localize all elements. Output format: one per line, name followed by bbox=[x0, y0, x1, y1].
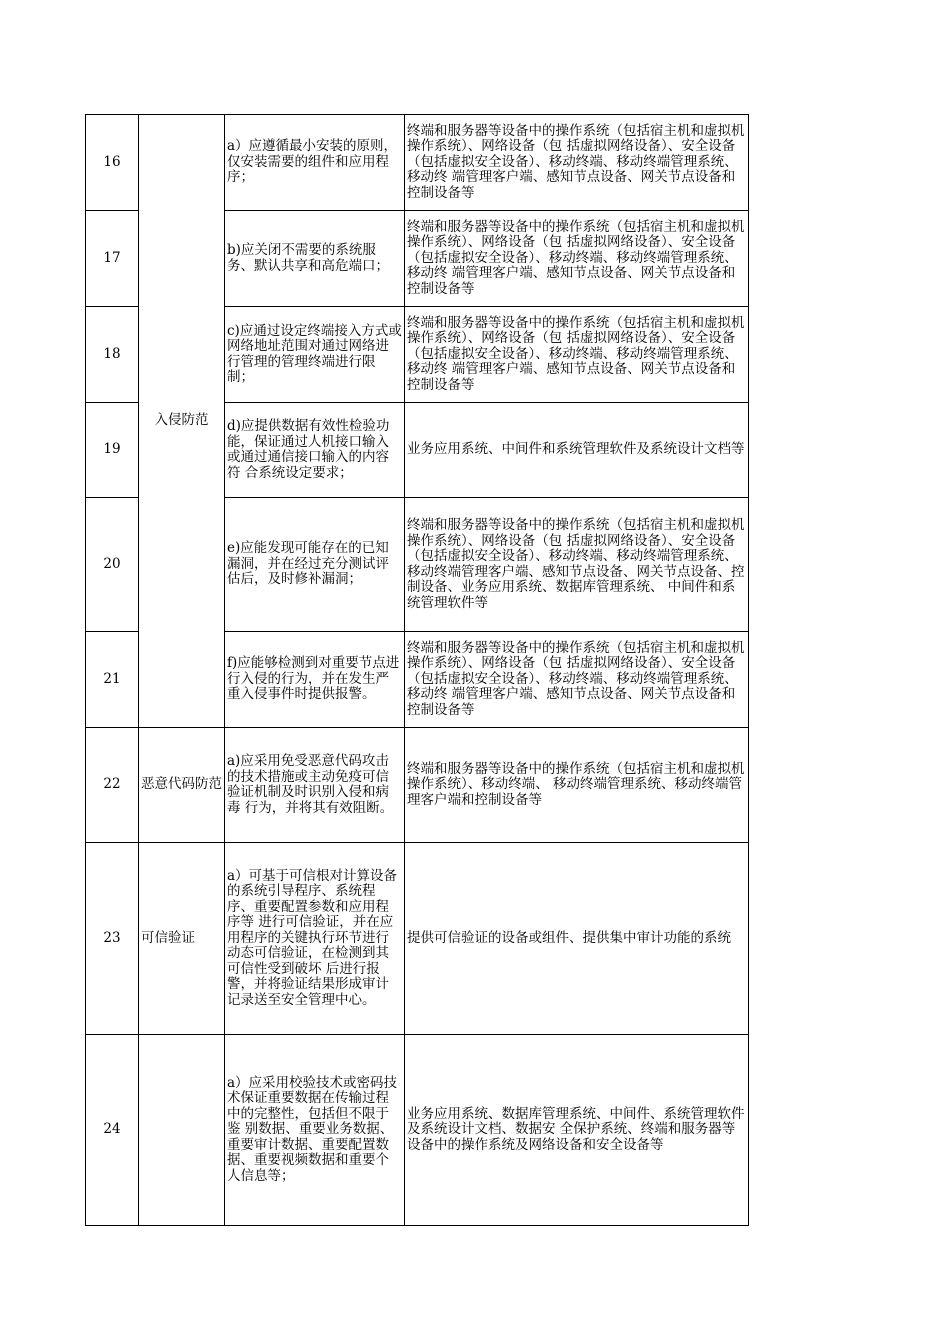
object-cell: 终端和服务器等设备中的操作系统（包括宿主机和虚拟机操作系统）、网络设备（包 括虚拟网络设备）、安全设备（包括虚拟安全设备）、移动终端、移动终端管理系统、移动终 端管理客户端、感知节点设备、网关节点设备和控制设备等 bbox=[405, 632, 749, 728]
row-number: 24 bbox=[86, 1035, 139, 1226]
row-number: 16 bbox=[86, 115, 139, 211]
object-cell: 终端和服务器等设备中的操作系统（包括宿主机和虚拟机操作系统）、网络设备（包 括虚拟网络设备）、安全设备（包括虚拟安全设备）、移动终端、移动终端管理系统、移动终 端管理客户端、感知节点设备、网关节点设备和控制设备等 bbox=[405, 115, 749, 211]
category-cell: 恶意代码防范 bbox=[139, 728, 225, 843]
category-cell bbox=[139, 1035, 225, 1226]
table-row bbox=[86, 115, 749, 211]
requirement-cell: a）应采用校验技术或密码技术保证重要数据在传输过程中的完整性，包括但不限于鉴 别数据、重要业务数据、重要审计数据、重要配置数据、重要视频数据和重要个人信息等； bbox=[225, 1035, 405, 1226]
row-number: 22 bbox=[86, 728, 139, 843]
requirement-cell: a）可基于可信根对计算设备的系统引导程序、系统程序、重要配置参数和应用程序等 进行可信验证，并在应用程序的关键执行环节进行动态可信验证，在检测到其可信性受到破坏 后进行报警，并将验证结果形成审计记录送至安全管理中心。 bbox=[225, 843, 405, 1035]
assessment-table bbox=[85, 114, 749, 1226]
row-number: 20 bbox=[86, 498, 139, 632]
requirement-cell: b)应关闭不需要的系统服务、默认共享和高危端口； bbox=[225, 211, 405, 307]
requirement-cell: a）应遵循最小安装的原则，仅安装需要的组件和应用程序； bbox=[225, 115, 405, 211]
object-cell: 终端和服务器等设备中的操作系统（包括宿主机和虚拟机操作系统）、网络设备（包 括虚拟网络设备）、安全设备（包括虚拟安全设备）、移动终端、移动终端管理系统、移动终 端管理客户端、感知节点设备、网关节点设备和控制设备等 bbox=[405, 307, 749, 403]
object-cell: 业务应用系统、数据库管理系统、中间件、系统管理软件及系统设计文档、数据安 全保护系统、终端和服务器等设备中的操作系统及网络设备和安全设备等 bbox=[405, 1035, 749, 1226]
table-row bbox=[86, 1035, 749, 1226]
requirement-cell: c)应通过设定终端接入方式或网络地址范围对通过网络进行管理的管理终端进行限 制； bbox=[225, 307, 405, 403]
object-cell: 提供可信验证的设备或组件、提供集中审计功能的系统 bbox=[405, 843, 749, 1035]
category-cell: 入侵防范 bbox=[139, 115, 225, 728]
table-row bbox=[86, 728, 749, 843]
table-row bbox=[86, 843, 749, 1035]
object-cell: 业务应用系统、中间件和系统管理软件及系统设计文档等 bbox=[405, 403, 749, 498]
row-number: 19 bbox=[86, 403, 139, 498]
row-number: 18 bbox=[86, 307, 139, 403]
requirement-cell: e)应能发现可能存在的已知漏洞，并在经过充分测试评估后，及时修补漏洞； bbox=[225, 498, 405, 632]
category-cell: 可信验证 bbox=[139, 843, 225, 1035]
requirement-cell: d)应提供数据有效性检验功能，保证通过人机接口输入或通过通信接口输入的内容符 合系统设定要求； bbox=[225, 403, 405, 498]
requirement-cell: f)应能够检测到对重要节点进行入侵的行为，并在发生严重入侵事件时提供报警。 bbox=[225, 632, 405, 728]
row-number: 21 bbox=[86, 632, 139, 728]
row-number: 17 bbox=[86, 211, 139, 307]
object-cell: 终端和服务器等设备中的操作系统（包括宿主机和虚拟机操作系统）、网络设备（包 括虚拟网络设备）、安全设备（包括虚拟安全设备）、移动终端、移动终端管理系统、移动终端管理客户端、感知节点设备、网关节点设备、控制设备、业务应用系统、数据库管理系统、 中间件和系统管理软件等 bbox=[405, 498, 749, 632]
object-cell: 终端和服务器等设备中的操作系统（包括宿主机和虚拟机操作系统）、网络设备（包 括虚拟网络设备）、安全设备（包括虚拟安全设备）、移动终端、移动终端管理系统、移动终 端管理客户端、感知节点设备、网关节点设备和控制设备等 bbox=[405, 211, 749, 307]
object-cell: 终端和服务器等设备中的操作系统（包括宿主机和虚拟机操作系统）、移动终端、 移动终端管理系统、移动终端管理客户端和控制设备等 bbox=[405, 728, 749, 843]
row-number: 23 bbox=[86, 843, 139, 1035]
requirement-cell: a)应采用免受恶意代码攻击的技术措施或主动免疫可信验证机制及时识别入侵和病毒 行为，并将其有效阻断。 bbox=[225, 728, 405, 843]
